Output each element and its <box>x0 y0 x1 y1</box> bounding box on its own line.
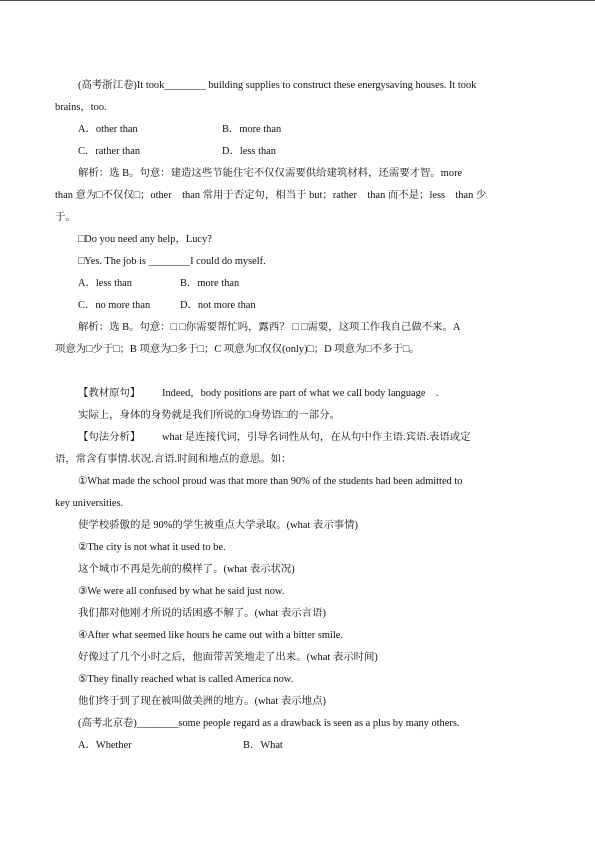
q1-option-b: B．more than <box>222 124 282 135</box>
original-sentence-text: Indeed，body positions are part of what we call body language . <box>162 388 439 399</box>
example-5-english: ⑤They finally reached what is called America now. <box>78 674 294 685</box>
top-border <box>0 0 595 1</box>
analysis-label: 【句法分析】 <box>78 432 141 443</box>
example-3-english: ③We were all confused by what he said just now. <box>78 586 285 597</box>
analysis-text: what 是连接代词，引导名词性从句，在从句中作主语.宾语.表语或定 <box>162 432 471 443</box>
example-1-chinese: 使学校骄傲的是 90%的学生被重点大学录取。(what 表示事情) <box>78 520 358 531</box>
q1-stem-text-2: brains，too. <box>55 102 107 113</box>
q1-stem-text: (高考浙江卷)It took________ building supplies to construct these energysaving houses. It took <box>78 80 477 91</box>
q1-option-c: C．rather than <box>78 146 141 157</box>
example-1-english-2: key universities. <box>55 498 124 509</box>
q2-explanation-text-2: 项意为□少于□；B 项意为□多于□；C 项意为□仅仅(only)□；D 项意为□不多于□。 <box>55 344 420 355</box>
q2-option-a: A．less than <box>78 278 132 289</box>
q1-explanation-text: 解析：选 B。句意：建造这些节能住宅不仅仅需要供给建筑材料，还需要才智。more <box>78 168 463 179</box>
translation-text: 实际上，身体的身势就是我们所说的□身势语□的一部分。 <box>78 410 340 421</box>
q1-option-a: A．other than <box>78 124 138 135</box>
q3-stem-text: (高考北京卷)________some people regard as a drawback is seen as a plus by many others. <box>78 718 460 729</box>
q1-explanation-text-2: than 意为□不仅仅□；other than 常用于否定句，相当于 but；rather than 而不是；less than 少 <box>55 190 487 201</box>
example-3-chinese: 我们都对他刚才所说的话困惑不解了。(what 表示言语) <box>78 608 326 619</box>
q2-option-c: C．no more than <box>78 300 151 311</box>
q1-option-d: D．less than <box>222 146 276 157</box>
q2-explanation-text: 解析：选 B。句意：□ □你需要帮忙吗，露西？ □ □需要，这项工作我自己做不来。A <box>78 322 461 333</box>
q2-dialogue-text-2: □Yes. The job is ________I could do myself. <box>78 256 266 267</box>
example-1-english: ①What made the school proud was that more than 90% of the students had been admitted to <box>78 476 463 487</box>
q2-option-d: D．not more than <box>180 300 256 311</box>
analysis-text-2: 语，常含有事情.状况.言语.时间和地点的意思。如： <box>55 454 292 465</box>
q2-dialogue-text-1: □Do you need any help，Lucy? <box>78 234 212 245</box>
q3-option-a: A．Whether <box>78 740 132 751</box>
example-4-chinese: 好像过了几个小时之后，他面带苦笑地走了出来。(what 表示时间) <box>78 652 378 663</box>
example-5-chinese: 他们终于到了现在被叫做美洲的地方。(what 表示地点) <box>78 696 326 707</box>
example-2-english: ②The city is not what it used to be. <box>78 542 226 553</box>
example-2-chinese: 这个城市不再是先前的模样了。(what 表示状况) <box>78 564 295 575</box>
q3-option-b: B．What <box>243 740 283 751</box>
q1-explanation-text-3: 于。 <box>55 212 76 223</box>
q2-option-b: B．more than <box>180 278 240 289</box>
original-sentence-label: 【教材原句】 <box>78 388 141 399</box>
example-4-english: ④After what seemed like hours he came out with a bitter smile. <box>78 630 343 641</box>
